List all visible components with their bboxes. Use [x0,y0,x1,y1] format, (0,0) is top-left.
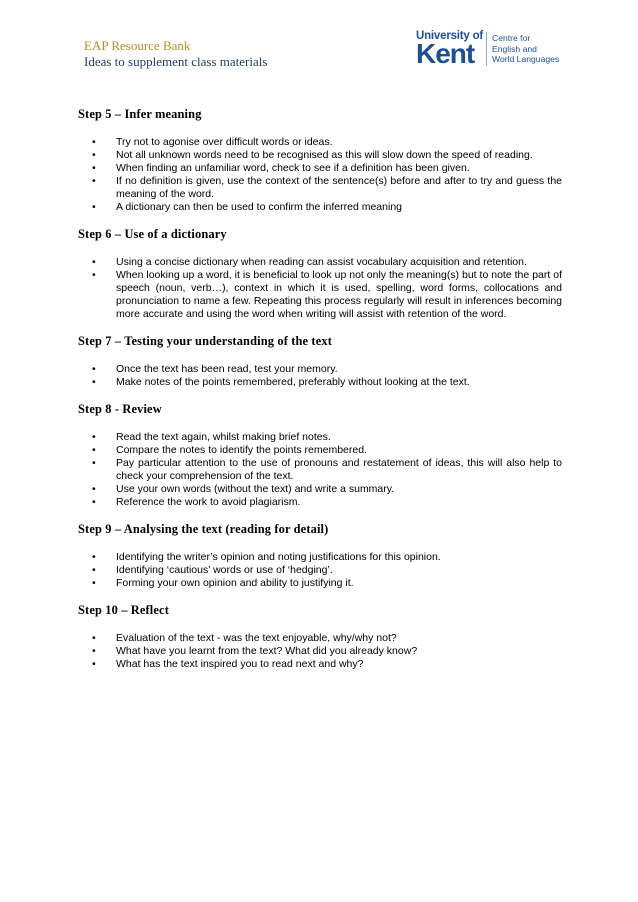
bullet-list [78,632,562,671]
list-item: • Not all unknown words need to be recognised as this will slow down the speed of reading. [78,149,562,162]
logo-centre-line: English and [492,43,537,54]
university-logo [416,30,564,70]
list-item: • Use your own words (without the text) and write a summary. [78,483,562,496]
list-item: • When finding an unfamiliar word, check to see if a definition has been given. [78,162,562,175]
list-item: • If no definition is given, use the context of the sentence(s) before and after to try and guess the meaning of the word. [78,175,562,201]
list-item: • Evaluation of the text - was the text enjoyable, why/why not? [78,632,562,645]
section-heading: Step 8 - Review [78,402,162,416]
section [78,401,562,509]
bullet-list [78,136,562,214]
logo-kent: Kent [416,38,475,69]
document-body [78,106,562,683]
list-item: • Make notes of the points remembered, preferably without looking at the text. [78,376,562,389]
bullet-list [78,431,562,509]
list-item: • Compare the notes to identify the points remembered. [78,444,562,457]
header-text [84,38,267,70]
section [78,333,562,389]
logo-centre-text [492,33,559,65]
section-heading: Step 6 – Use of a dictionary [78,227,227,241]
bullet-list [78,551,562,590]
list-item: • Reference the work to avoid plagiarism. [78,496,562,509]
list-item: • Read the text again, whilst making brief notes. [78,431,562,444]
logo-university: University of [416,30,484,42]
list-item: • When looking up a word, it is beneficial to look up not only the meaning(s) but to note the part of speech (noun, verb…), context in which it is used, spelling, word forms, collocations and pronunciation to name a few. Repeating this process regularly will result in inferences becoming more accurate and using the word when writing will assist with retention of the word. [78,269,562,321]
list-item: • Once the text has been read, test your memory. [78,363,562,376]
list-item: • Forming your own opinion and ability to justifying it. [78,577,562,590]
logo-centre-line: World Languages [492,54,560,64]
bullet-list [78,363,562,389]
list-item: • Using a concise dictionary when reading can assist vocabulary acquisition and retention. [78,256,562,269]
logo-divider [486,32,487,66]
section-heading: Step 10 – Reflect [78,603,169,617]
list-item: • Pay particular attention to the use of pronouns and restatement of ideas, this will also help to check your comprehension of the text. [78,457,562,483]
header-title: EAP Resource Bank [84,38,191,53]
bullet-list [78,256,562,321]
section [78,602,562,671]
header-subtitle: Ideas to supplement class materials [84,54,268,69]
logo-centre-line: Centre for [492,33,531,43]
list-item: • A dictionary can then be used to confirm the inferred meaning [78,201,562,214]
list-item: • Identifying ‘cautious’ words or use of ‘hedging’. [78,564,562,577]
list-item: • Try not to agonise over difficult words or ideas. [78,136,562,149]
section [78,226,562,321]
section [78,106,562,214]
section-heading: Step 7 – Testing your understanding of the text [78,334,332,348]
list-item: • What has the text inspired you to read next and why? [78,658,562,671]
list-item: • What have you learnt from the text? What did you already know? [78,645,562,658]
section-heading: Step 5 – Infer meaning [78,107,202,121]
list-item: • Identifying the writer’s opinion and noting justifications for this opinion. [78,551,562,564]
section-heading: Step 9 – Analysing the text (reading for detail) [78,522,329,536]
section [78,521,562,590]
